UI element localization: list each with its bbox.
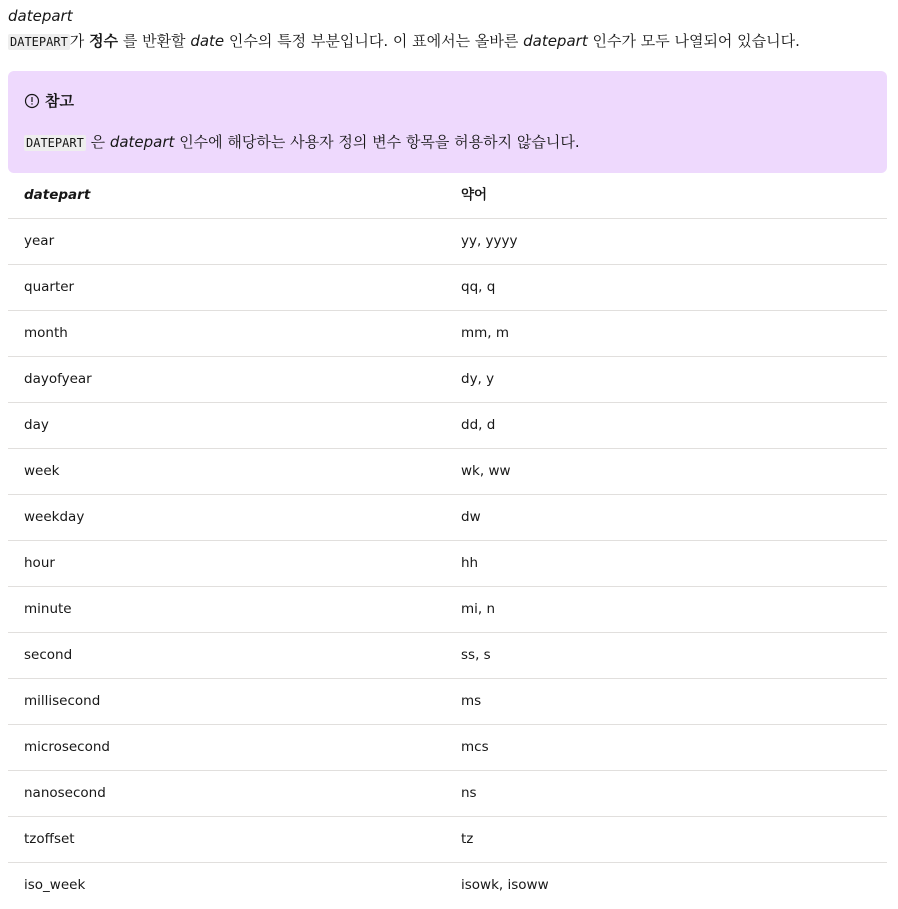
datepart-cell: nanosecond: [24, 785, 106, 801]
note-callout: [8, 71, 887, 173]
abbreviation-cell: ms: [461, 693, 482, 709]
abbreviation-cell: mi, n: [461, 601, 496, 617]
abbreviation-cell: dw: [461, 509, 481, 525]
table-row: [8, 449, 887, 495]
datepart-table: [8, 173, 887, 909]
table-row: [8, 771, 887, 817]
table-row: [8, 633, 887, 679]
note-title: 참고: [45, 92, 74, 110]
datepart-cell: quarter: [24, 279, 75, 295]
table-row: [8, 265, 887, 311]
term-title: datepart: [8, 7, 73, 25]
datepart-cell: iso_week: [24, 877, 86, 893]
abbreviation-cell: wk, ww: [461, 463, 511, 479]
note-body: [24, 131, 580, 154]
desc-text-3: 인수의 특정 부분입니다. 이 표에서는 올바른: [224, 32, 524, 50]
abbreviation-cell: isowk, isoww: [461, 877, 549, 893]
datepart-cell: minute: [24, 601, 72, 617]
datepart-cell: month: [24, 325, 68, 341]
datepart-cell: hour: [24, 555, 55, 571]
desc-text-1: 가: [69, 32, 90, 50]
header-datepart: datepart: [24, 187, 91, 203]
datepart-cell: tzoffset: [24, 831, 75, 847]
table-header-row: [8, 173, 887, 219]
desc-bold-integer: 정수: [89, 32, 119, 50]
desc-text-4: 인수가 모두 나열되어 있습니다.: [587, 32, 800, 50]
datepart-cell: second: [24, 647, 73, 663]
note-datepart-code: DATEPART: [26, 136, 84, 150]
note-italic-datepart: datepart: [109, 133, 175, 151]
term-description: [8, 30, 888, 53]
note-text-1: 은: [85, 133, 110, 151]
abbreviation-cell: mcs: [461, 739, 489, 755]
desc-text-2: 를 반환할: [118, 32, 191, 50]
desc-italic-datepart: datepart: [523, 32, 588, 50]
note-header: [24, 91, 74, 111]
abbreviation-cell: yy, yyyy: [461, 233, 518, 249]
info-circle-icon: [24, 93, 40, 109]
datepart-code: DATEPART: [10, 35, 68, 49]
datepart-cell: week: [24, 463, 60, 479]
datepart-cell: microsecond: [24, 739, 110, 755]
table-row: [8, 541, 887, 587]
table-row: [8, 311, 887, 357]
abbreviation-cell: tz: [461, 831, 474, 847]
desc-italic-date: date: [190, 32, 225, 50]
table-row: [8, 357, 887, 403]
abbreviation-cell: qq, q: [461, 279, 496, 295]
note-text-2: 인수에 해당하는 사용자 정의 변수 항목을 허용하지 않습니다.: [174, 133, 580, 151]
header-abbreviation: 약어: [461, 187, 488, 203]
abbreviation-cell: mm, m: [461, 325, 510, 341]
datepart-cell: weekday: [24, 509, 85, 525]
datepart-cell: day: [24, 417, 49, 433]
abbreviation-cell: ns: [461, 785, 477, 801]
table-row: [8, 817, 887, 863]
table-row: [8, 679, 887, 725]
table-row: [8, 725, 887, 771]
table-row: [8, 495, 887, 541]
table-row: [8, 587, 887, 633]
abbreviation-cell: hh: [461, 555, 479, 571]
datepart-cell: dayofyear: [24, 371, 92, 387]
abbreviation-cell: ss, s: [461, 647, 491, 663]
table-row: [8, 219, 887, 265]
datepart-cell: millisecond: [24, 693, 101, 709]
table-row: [8, 403, 887, 449]
abbreviation-cell: dd, d: [461, 417, 496, 433]
datepart-cell: year: [24, 233, 55, 249]
abbreviation-cell: dy, y: [461, 371, 495, 387]
table-row: [8, 863, 887, 909]
